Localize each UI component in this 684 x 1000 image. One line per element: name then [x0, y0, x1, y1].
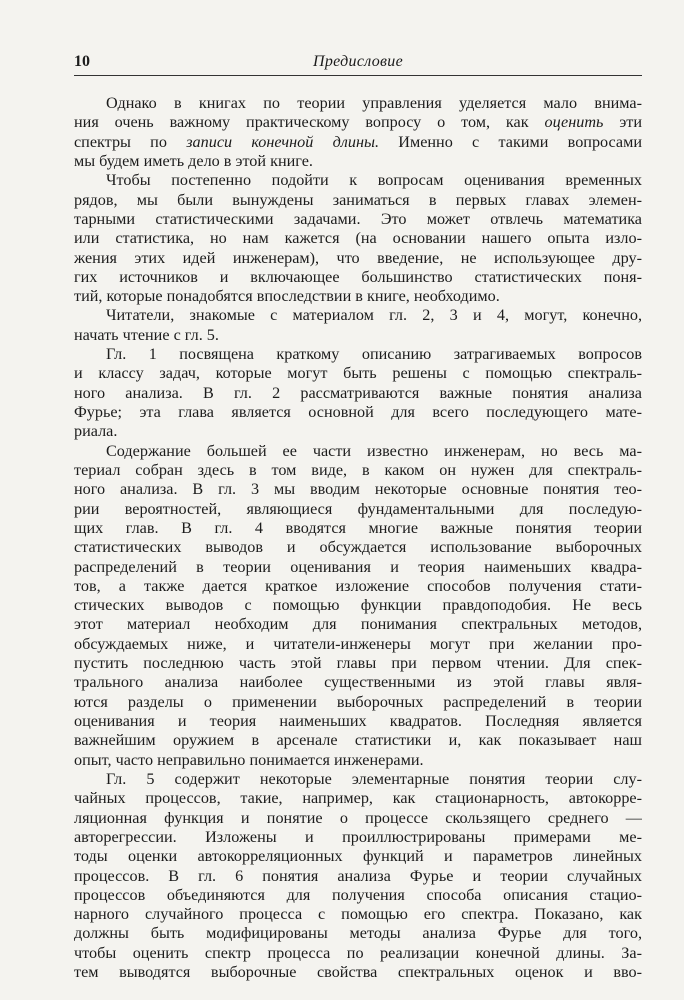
text-line: Чтобы постепенно подойти к вопросам оценивания временных — [106, 171, 642, 190]
text-line: Содержание большей ее части известно инженерам, но весь ма- — [106, 441, 642, 460]
page-header — [74, 53, 642, 75]
running-title: Предисловие — [313, 53, 403, 70]
text-segment: спектры по — [74, 132, 187, 151]
text-line: статистических выводов и обсуждается использование выборочных — [74, 538, 642, 557]
emphasized-text: записи конечной длины. — [186, 132, 379, 151]
text-line: рядов, мы были вынуждены заниматься в первых главах элемен- — [74, 190, 642, 209]
text-line: тий, которые понадобятся впоследствии в книге, необходимо. — [74, 287, 500, 306]
header-rule — [74, 75, 642, 76]
text-line: обсуждаемых ниже, и читатели-инженеры могут при желании про- — [74, 634, 642, 653]
text-line: чтобы оценить спектр процесса по реализации конечной длины. За- — [74, 943, 642, 962]
text-line: рии вероятностей, являющиеся фундаментальными для последую- — [74, 499, 642, 518]
text-line: ляционная функция и понятие о процессе скользящего среднего — — [74, 808, 642, 827]
text-line: Фурье; эта глава является основной для всего последующего мате- — [74, 403, 642, 421]
text-line: авторегрессии. Изложены и проиллюстрированы примерами ме- — [74, 827, 642, 846]
text-line: пустить последнюю часть этой главы при первом чтении. Для спек- — [74, 654, 642, 673]
text-line: ного анализа. В гл. 3 мы вводим некоторые основные понятия тео- — [74, 480, 642, 499]
text-line: этот материал необходим для понимания спектральных методов, — [74, 615, 642, 634]
text-line: Гл. 1 посвящена краткому описанию затрагиваемых вопросов — [106, 345, 642, 364]
text-line: и классу задач, которые могут быть решены с помощью спектраль- — [74, 364, 642, 383]
text-line: тов, а также дается краткое изложение способов получения стати- — [74, 576, 642, 595]
text-line: риала. — [74, 422, 118, 441]
text-segment: ния очень важному практическому вопросу о том, как — [74, 113, 545, 132]
text-line: ного анализа. В гл. 2 рассматриваются важные понятия анализа — [74, 383, 642, 402]
text-line: процессов объединяются для получения способа описания стацио- — [74, 885, 642, 904]
text-line: начать чтение с гл. 5. — [74, 325, 219, 344]
text-line: гих источников и включающее большинство статистических поня- — [74, 267, 642, 286]
text-line: чайных процессов, такие, например, как стационарность, автокорре- — [74, 789, 642, 808]
text-line: тарными статистическими задачами. Это может отвлечь математика — [74, 209, 642, 228]
text-line: должны быть модифицированы методы анализа Фурье для того, — [74, 924, 642, 943]
text-line: Гл. 5 содержит некоторые элементарные понятия теории слу- — [106, 769, 642, 788]
text-line: тем выводятся выборочные свойства спектральных оценок и вво- — [74, 963, 642, 982]
text-line: мы будем иметь дело в этой книге. — [74, 151, 313, 170]
text-line: тоды оценки автокорреляционных функций и параметров линейных — [74, 847, 642, 866]
text-line: распределений в теории оценивания и теория наименьших квадра- — [74, 557, 642, 576]
emphasized-text: оценить — [544, 113, 604, 132]
text-line — [74, 133, 642, 152]
text-line: Однако в книгах по теории управления уделяется мало внима- — [106, 94, 642, 112]
text-segment: Именно с такими вопросами — [379, 132, 642, 151]
text-line: процессов. В гл. 6 понятия анализа Фурье и теории случайных — [74, 866, 642, 885]
text-line: или статистика, но нам кажется (на основании нашего опыта изло- — [74, 229, 642, 248]
text-line: опыт, часто неправильно понимается инженерами. — [74, 750, 424, 769]
text-line: ются разделы о применении выборочных распределений в теории — [74, 692, 642, 711]
text-line: трального анализа наиболее существенными из этой главы явля- — [74, 673, 642, 692]
text-line: оценивания и теория наименьших квадратов. Последняя является — [74, 712, 642, 730]
text-line: нарного случайного процесса с помощью его спектра. Показано, как — [74, 905, 642, 924]
body-text — [74, 94, 642, 982]
text-line: териал собран здесь в том виде, в каком он нужен для спектраль- — [74, 460, 642, 479]
text-line: щих глав. В гл. 4 вводятся многие важные понятия теории — [74, 518, 642, 537]
text-line: жения этих идей инженерам), что введение, не использующее дру- — [74, 248, 642, 267]
text-line: стических выводов с помощью функции правдоподобия. Не весь — [74, 596, 642, 615]
text-segment: эти — [603, 113, 642, 132]
text-line: Читатели, знакомые с материалом гл. 2, 3 и 4, могут, конечно, — [106, 306, 642, 325]
text-line — [74, 113, 642, 132]
page-number: 10 — [74, 53, 90, 70]
text-line: важнейшим оружием в арсенале статистики и, как показывает наш — [74, 731, 642, 750]
